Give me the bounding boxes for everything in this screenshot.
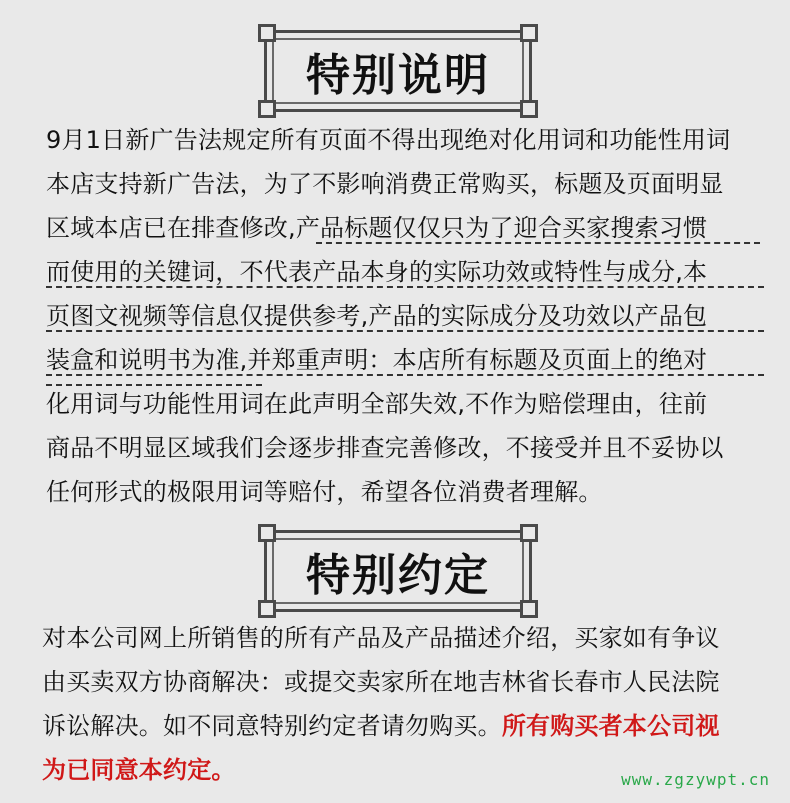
dashed-underline <box>46 286 764 288</box>
paragraph-line: 装盒和说明书为准,并郑重声明：本店所有标题及页面上的绝对 <box>46 346 708 374</box>
corner-ornament <box>258 524 276 542</box>
dashed-underline <box>316 242 760 244</box>
corner-ornament <box>258 100 276 118</box>
section1-paragraph <box>46 118 776 514</box>
paragraph-line: 化用词与功能性用词在此声明全部失效,不作为赔偿理由，往前 <box>46 390 708 418</box>
paragraph-line: 页图文视频等信息仅提供参考,产品的实际成分及功效以产品包 <box>46 302 708 330</box>
paragraph-line: 任何形式的极限用词等赔付，希望各位消费者理解。 <box>46 478 603 506</box>
section2-paragraph <box>42 616 772 792</box>
paragraph-text: 诉讼解决。如不同意特别约定者请勿购买。 <box>42 712 502 740</box>
dashed-underline <box>46 330 764 332</box>
corner-ornament <box>520 24 538 42</box>
watermark: www.zgzywpt.cn <box>621 770 770 789</box>
paragraph-line <box>42 704 772 748</box>
paragraph-line: 本店支持新广告法，为了不影响消费正常购买，标题及页面明显 <box>46 170 724 198</box>
paragraph-line: 而使用的关键词，不代表产品本身的实际功效或特性与成分,本 <box>46 258 708 286</box>
section2-title-box <box>264 530 532 612</box>
corner-ornament <box>258 24 276 42</box>
highlight-text: 为已同意本约定。 <box>42 756 236 784</box>
highlight-text: 所有购买者本公司视 <box>501 712 720 740</box>
dashed-underline <box>46 384 262 386</box>
section2-title: 特别约定 <box>306 550 490 601</box>
section1-title: 特别说明 <box>306 50 490 101</box>
paragraph-line: 商品不明显区域我们会逐步排查完善修改，不接受并且不妥协以 <box>46 434 724 462</box>
section1-title-box <box>264 30 532 112</box>
paragraph-line: 由买卖双方协商解决：或提交卖家所在地吉林省长春市人民法院 <box>42 668 720 696</box>
corner-ornament <box>520 524 538 542</box>
paragraph-line: 区域本店已在排查修改,产品标题仅仅只为了迎合买家搜索习惯 <box>46 214 708 242</box>
paragraph-line: 9月1日新广告法规定所有页面不得出现绝对化用词和功能性用词 <box>46 126 731 154</box>
corner-ornament <box>520 100 538 118</box>
paragraph-line: 对本公司网上所销售的所有产品及产品描述介绍，买家如有争议 <box>42 624 720 652</box>
dashed-underline <box>46 374 764 376</box>
